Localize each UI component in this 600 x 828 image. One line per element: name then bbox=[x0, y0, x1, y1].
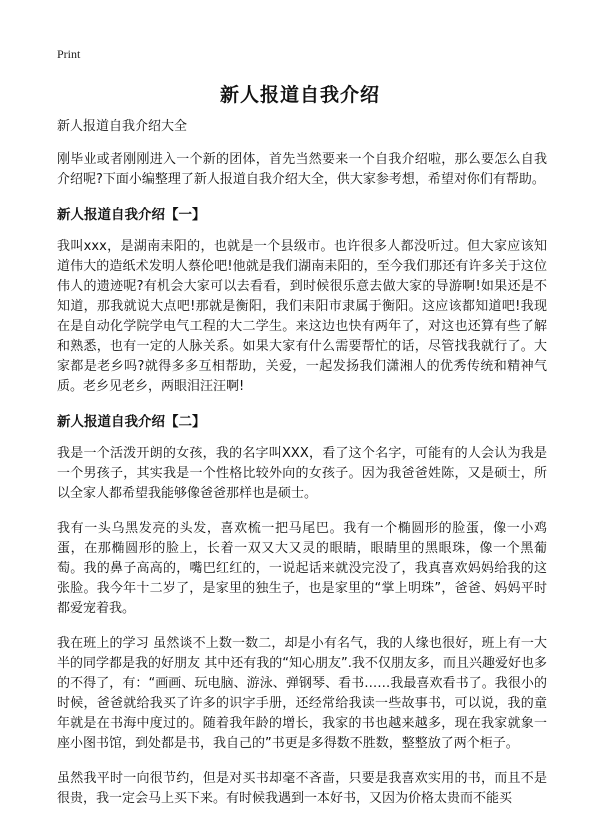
section2-paragraph-3: 我在班上的学习 虽然谈不上数一数二，却是小有名气，我的人缘也很好，班上有一大半的同学都是我的好朋友 其中还有我的“知心朋友”.我不仅朋友多，而且兴趣爱好也多的不得了，有：“画画、玩电脑、游泳、弹钢琴、看书……我最喜欢看书了。我很小的时候，爸爸就给我买了许多的识字手册，还经常给我读一些故事书，可以说，我的童年就是在书海中度过的。随着我年龄的增长，我家的书也越来越多，现在我家就象一座小图书馆，到处都是书，我自己的”书更是多得数不胜数，整整放了两个柜子。 bbox=[57, 636, 547, 751]
article-body bbox=[57, 117, 547, 824]
section-heading-2: 新人报道自我介绍【二】 bbox=[57, 414, 206, 430]
section-heading-1: 新人报道自我介绍【一】 bbox=[57, 207, 206, 223]
section2-paragraph-1: 我是一个活泼开朗的女孩，我的名字叫XXX，看了这个名字，可能有的人会认为我是一个男孩子，其实我是一个性格比较外向的女孩子。因为我爸爸姓陈，又是硕士，所以全家人都希望我能够像爸爸那样也是硕士。 bbox=[57, 446, 547, 501]
section1-paragraph: 我叫xxx，是湖南耒阳的，也就是一个县级市。也许很多人都没听过。但大家应该知道伟大的造纸术发明人蔡伦吧!他就是我们湖南耒阳的，至今我们那还有许多关于这位伟人的遗迹呢?有机会大家可以去看看，到时候很乐意去做大家的导游啊!如果还是不知道，那我就说大点吧!那就是衡阳，我们耒阳市隶属于衡阳。这应该都知道吧!我现在是自动化学院学电气工程的大二学生。来这边也快有两年了，对这也还算有些了解和熟悉，也有一定的人脉关系。如果大家有什么需要帮忙的话，尽管找我就行了。大家都是老乡吗?就得多多互相帮助，关爱，一起发扬我们潇湘人的优秀传统和精神气质。老乡见老乡，两眼泪汪汪啊! bbox=[57, 239, 547, 394]
section2-paragraph-2: 我有一头乌黑发亮的头发，喜欢梳一把马尾巴。我有一个椭圆形的脸蛋，像一小鸡蛋，在那椭圆形的脸上，长着一双又大又灵的眼睛，眼睛里的黑眼珠，像一个黑葡萄。我的鼻子高高的，嘴巴红红的，一说起话来就没完没了，我真喜欢妈妈给我的这张脸。我今年十二岁了，是家里的独生子，也是家里的“掌上明珠”，爸爸、妈妈平时都爱宠着我。 bbox=[57, 521, 547, 616]
section2-paragraph-4: 虽然我平时一向很节约，但是对买书却毫不吝啬，只要是我喜欢实用的书，而且不是很贵，我一定会马上买下来。有时候我遇到一本好书，又因为价格太贵而不能买 bbox=[57, 771, 547, 806]
print-link[interactable]: Print bbox=[57, 47, 81, 61]
subtitle: 新人报道自我介绍大全 bbox=[57, 119, 188, 134]
intro-paragraph: 刚毕业或者刚刚进入一个新的团体，首先当然要来一个自我介绍啦，那么要怎么自我介绍呢?下面小编整理了新人报道自我介绍大全，供大家参考想，希望对你们有帮助。 bbox=[57, 152, 547, 187]
page-title: 新人报道自我介绍 bbox=[219, 84, 380, 106]
